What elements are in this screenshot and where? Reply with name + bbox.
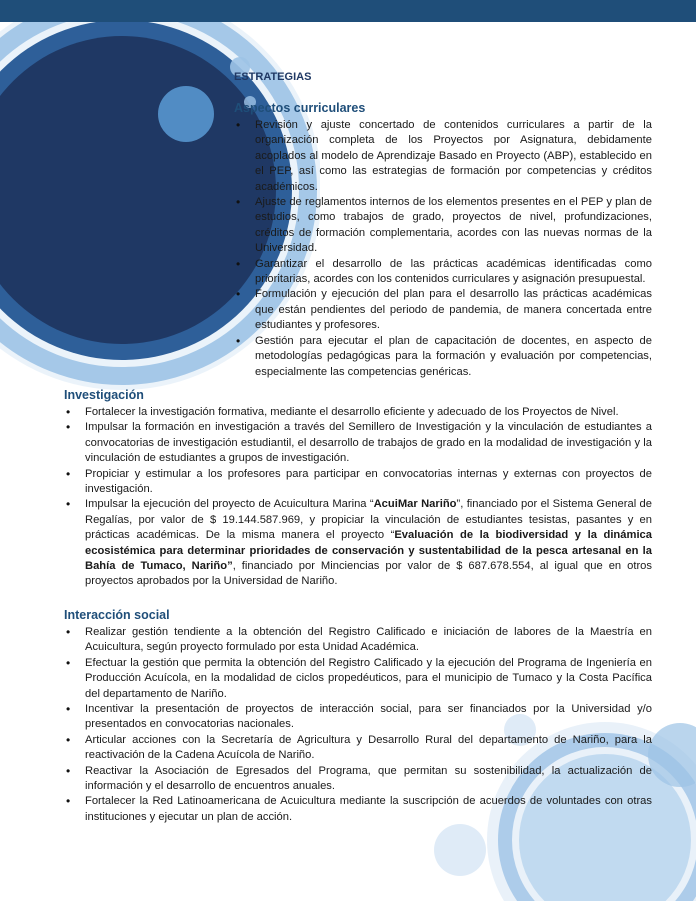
- list-item: • Incentivar la presentación de proyectos de interacción social, para ser financiados por la Universidad y/o presentados en convocatorias nacionales.: [64, 702, 652, 733]
- list-item: • Propiciar y estimular a los profesores para participar en convocatorias internas y externas con proyectos de investigación.: [64, 467, 652, 498]
- list-item: • Formulación y ejecución del plan para el desarrollo las prácticas académicas que están pendientes del periodo de pandemia, de manera concertada entre estudiantes y profesores.: [234, 287, 652, 333]
- list-item: • Realizar gestión tendiente a la obtención del Registro Calificado e iniciación de labores de la Maestría en Acuicultura, según proyecto formulado por esta Unidad Académica.: [64, 625, 652, 656]
- interaccion-list: [64, 625, 652, 825]
- list-item-acuimar: [64, 497, 652, 589]
- list-item: • Revisión y ajuste concertado de contenidos curriculares a partir de la organización completa de los Proyectos por Asignatura, debidamente acoplados al modelo de Aprendizaje Basado en Proyecto (ABP), establecido en el PEP, así como las estrategias de formación por competencias y créditos académicos.: [234, 118, 652, 195]
- list-item: • Impulsar la formación en investigación a través del Semillero de Investigación y la vinculación de estudiantes a convocatorias de investigación estudiantil, el desarrollo de trabajos de grado en la modalidad de investigación y la vinculación de estudiantes a grupos de investigación.: [64, 420, 652, 466]
- strategies-heading: ESTRATEGIAS: [234, 71, 312, 83]
- section-title-curriculares: Aspectos curriculares: [234, 101, 366, 115]
- project-name-acuimar: AcuiMar Nariño: [373, 498, 457, 511]
- project-name-biodiversidad: Evaluación de la biodiversidad y la dinámica ecosistémica para determinar prioridades de conservación y sustentabilidad de la pesca artesanal en la Bahía de Tumaco, Nariño”: [85, 529, 652, 573]
- list-item: • Efectuar la gestión que permita la obtención del Registro Calificado y la ejecución del Programa de Ingeniería en Producción Acuícola, en la modalidad de ciclos propedéuticos, para el municipio de Tumaco y la Costa Pacífica del departamento de Nariño.: [64, 656, 652, 702]
- item-text: , financiado por Minciencias por valor de $ 687.678.554, al igual que en otros proyectos aprobados por la Universidad de Nariño.: [85, 560, 652, 588]
- investigacion-list: [64, 405, 652, 590]
- section-title-investigacion: Investigación: [64, 388, 144, 402]
- list-item: • Ajuste de reglamentos internos de los elementos presentes en el PEP y plan de estudios, como trabajos de grado, proyectos de nivel, profundizaciones, créditos de formación complementaria, acordes con las nuevas normas de la Universidad.: [234, 195, 652, 257]
- list-item: • Fortalecer la investigación formativa, mediante el desarrollo eficiente y adecuado de los Proyectos de Nivel.: [64, 405, 652, 420]
- curriculares-list: [234, 118, 652, 380]
- item-text: Impulsar la ejecución del proyecto de Acuicultura Marina “: [85, 498, 374, 511]
- list-item: • Articular acciones con la Secretaría de Agricultura y Desarrollo Rural del departamento de Nariño, para la reactivación de la Cadena Acuícola de Nariño.: [64, 733, 652, 764]
- list-item: • Fortalecer la Red Latinoamericana de Acuicultura mediante la suscripción de acuerdos de voluntades con otras instituciones y ejecutar un plan de acción.: [64, 794, 652, 825]
- item-text: ”, financiado por el Sistema General de Regalías, por valor de $ 19.144.587.969, y propiciar la vinculación de estudiantes tesistas, pasantes y en prácticas académicas. De la misma manera el proyecto “: [85, 498, 652, 542]
- list-item: • Gestión para ejecutar el plan de capacitación de docentes, en aspecto de metodologías pedagógicas para la formación y evaluación por competencias, especialmente las competencias genéricas.: [234, 334, 652, 380]
- section-title-interaccion: Interacción social: [64, 608, 170, 622]
- list-item: • Reactivar la Asociación de Egresados del Programa, que permitan su sostenibilidad, la actualización de información y el desarrollo de encuentros anuales.: [64, 764, 652, 795]
- list-item: • Garantizar el desarrollo de las prácticas académicas identificadas como prioritarias, acordes con los contenidos curriculares y asignación presupuestal.: [234, 257, 652, 288]
